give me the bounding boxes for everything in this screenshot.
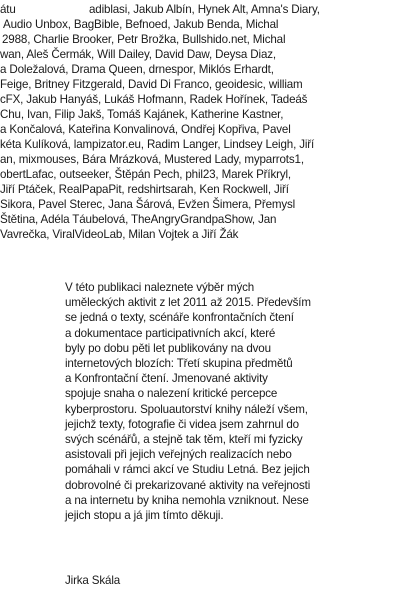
names-line [0,2,320,17]
names-line: Sikora, Pavel Sterec, Jana Šárová, Evžen Šimera, Přemysl [0,198,296,211]
paragraph-line: spojuje snaha o nalezení kritické percepce [65,387,278,401]
names-line: kéta Kulíková, lampizator.eu, Radim Langer, Lindsey Leigh, Jiří [0,138,315,151]
names-line: a Doležalová, Drama Queen, drnespor, Miklós Erhardt, [0,63,274,76]
names-line: Chu, Ivan, Filip Jakš, Tomáš Kajánek, Katherine Kastner, [0,108,284,121]
paragraph-line: a na internetu by kniha nemohla vzniknout. Nese [65,493,309,507]
names-line: Audio Unbox, BagBible, Befnoed, Jakub Benda, Michal [3,18,279,31]
names-line: obertLafac, outseeker, Štěpán Pech, phil23, Marek Příkryl, [0,168,291,181]
names-line: Feige, Britney Fitzgerald, David Di Franco, geoidesic, william [0,78,303,91]
paragraph-line: a dokumentace participativních akcí, které [65,326,276,340]
names-line-text: adiblasi, Jakub Albín, Hynek Alt, Amna's Diary, [89,3,320,16]
paragraph-line: svých scénářů, a stejně tak těm, kteří mi fyzicky [65,433,303,447]
paragraph-line: a Konfrontační čtení. Jmenované aktivity [65,372,268,386]
paragraph-line: se jedná o texty, scénáře konfrontačních čtení [65,311,294,325]
names-line: Vavrečka, ViralVideoLab, Milan Vojtek a Jiří Žák [0,228,239,241]
paragraph-line: kyberprostoru. Spoluautorství knihy náleží všem, [65,402,308,416]
names-line: Štětina, Adéla Táubelová, TheAngryGrandpaShow, Jan [0,213,277,226]
paragraph-line: V této publikaci naleznete výběr mých [65,281,255,294]
names-line-lead: átu [0,3,16,16]
paragraph-line: byly po dobu pěti let publikovány na dvou [65,341,271,355]
paragraph-line: internetových blozích: Třetí skupina předmětů [65,357,293,371]
names-line: a Končalová, Kateřina Konvalinová, Ondřej Kopřiva, Pavel [0,123,291,136]
paragraph-line: jejich stopu a já jim tímto děkuji. [65,509,224,523]
author-signature: Jirka Skála [65,574,121,587]
foreword-paragraph [65,280,383,523]
names-line: cFX, Jakub Hanyáš, Lukáš Hofmann, Radek Hořínek, Tadeáš [0,93,308,106]
paragraph-line: uměleckých aktivit z let 2011 až 2015. Především [65,296,311,310]
names-line: an, mixmouses, Bára Mrázková, Mustered Lady, myparrots1, [0,153,304,166]
paragraph-line: pomáhali v rámci akcí ve Studiu Letná. Bez jejich [65,463,310,477]
paragraph-line: jejichž texty, fotografie či videa jsem zahrnul do [65,417,299,431]
paragraph-line: dobrovolné či prekarizované aktivity na veřejnosti [65,478,311,492]
names-line: Jiří Ptáček, RealPapaPit, redshirtsarah, Ken Rockwell, Jiří [0,183,289,196]
names-line: wan, Aleš Čermák, Will Dailey, David Daw, Deysa Diaz, [0,48,276,61]
names-line: 2988, Charlie Brooker, Petr Brožka, Bullshido.net, Michal [2,33,286,46]
paragraph-line: asistovali při jejich veřejných realizacích nebo [65,448,292,462]
